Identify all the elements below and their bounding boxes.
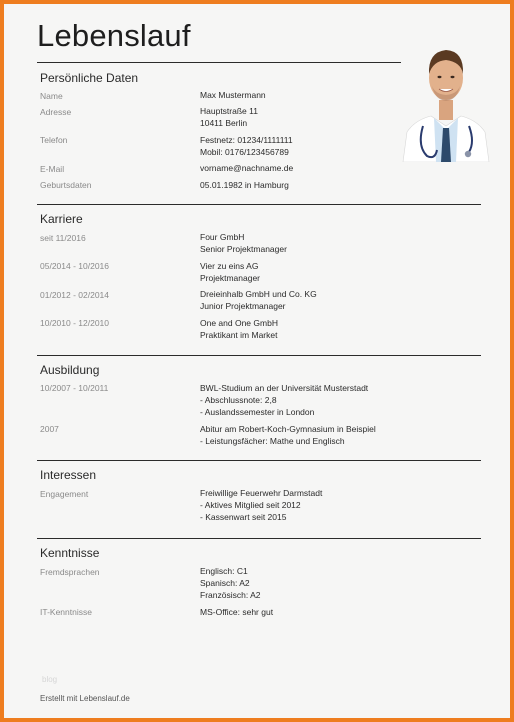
label-phone: Telefon — [40, 135, 68, 145]
section-title-skills: Kenntnisse — [40, 546, 100, 560]
value-email: vorname@nachname.de — [200, 163, 294, 173]
portrait-photo — [401, 34, 491, 162]
divider-skills — [37, 538, 481, 539]
section-title-personal: Persönliche Daten — [40, 71, 139, 85]
value-it-skills: MS-Office: sehr gut — [200, 607, 274, 617]
value-education-2: Abitur am Robert-Koch-Gymnasium in Beispiel - Leistungsfächer: Mathe und Englisch — [200, 424, 376, 446]
document-title: Lebenslauf — [37, 18, 191, 53]
label-education-2: 2007 — [40, 424, 59, 434]
section-title-career: Karriere — [40, 212, 83, 226]
value-address: Hauptstraße 11 10411 Berlin — [200, 106, 258, 128]
divider-interests — [37, 460, 481, 461]
footer-credit: Erstellt mit Lebenslauf.de — [40, 694, 130, 703]
divider-education — [37, 355, 481, 356]
label-education-1: 10/2007 - 10/2011 — [40, 383, 109, 393]
value-career-3: Dreieinhalb GmbH und Co. KG Junior Projektmanager — [200, 289, 317, 311]
value-engagement: Freiwillige Feuerwehr Darmstadt - Aktives Mitglied seit 2012 - Kassenwart seit 2015 — [200, 488, 323, 522]
label-birth: Geburtsdaten — [40, 180, 92, 190]
divider-career — [37, 204, 481, 205]
value-education-1: BWL-Studium an der Universität Musterstadt - Abschlussnote: 2,8 - Auslandssemester in London — [200, 383, 369, 417]
label-career-4: 10/2010 - 12/2010 — [40, 318, 110, 328]
label-it-skills: IT-Kenntnisse — [40, 607, 92, 617]
value-phone: Festnetz: 01234/1111111 Mobil: 0176/123456789 — [200, 135, 293, 157]
value-career-2: Vier zu eins AG Projektmanager — [200, 261, 261, 283]
label-engagement: Engagement — [40, 489, 89, 499]
label-languages: Fremdsprachen — [40, 567, 100, 577]
section-title-interests: Interessen — [40, 468, 97, 482]
value-career-4: One and One GmbH Praktikant im Market — [200, 318, 278, 340]
value-birth: 05.01.1982 in Hamburg — [200, 180, 289, 190]
section-title-education: Ausbildung — [40, 363, 100, 377]
label-email: E-Mail — [40, 164, 65, 174]
value-name: Max Mustermann — [200, 90, 266, 100]
faint-watermark-text: blog — [42, 675, 58, 684]
title-divider — [37, 62, 401, 63]
label-name: Name — [40, 91, 63, 101]
label-career-1: seit 11/2016 — [40, 233, 86, 243]
label-career-2: 05/2014 - 10/2016 — [40, 261, 110, 271]
label-career-3: 01/2012 - 02/2014 — [40, 290, 110, 300]
label-address: Adresse — [40, 107, 72, 117]
value-languages: Englisch: C1 Spanisch: A2 Französisch: A2 — [200, 566, 261, 600]
value-career-1: Four GmbH Senior Projektmanager — [200, 232, 287, 254]
